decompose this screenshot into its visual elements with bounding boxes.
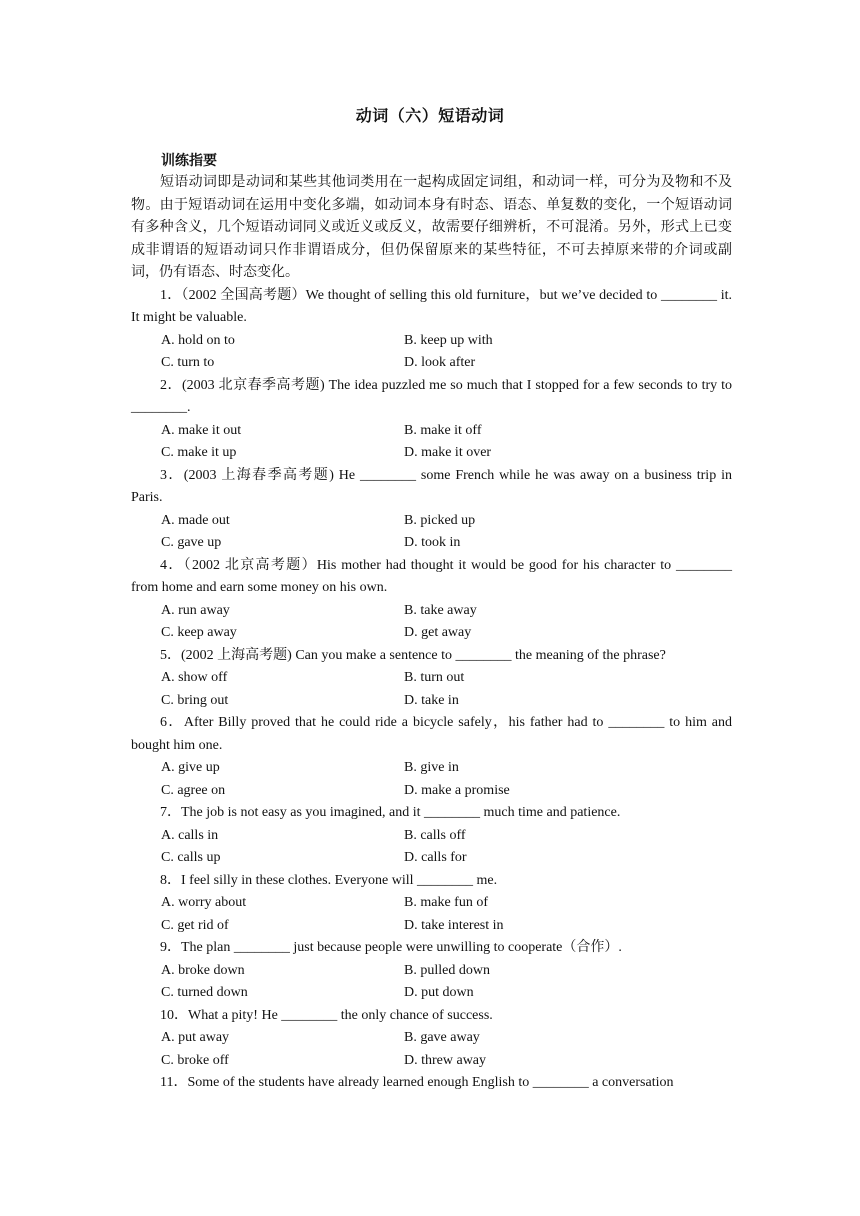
section-heading: 训练指要 — [161, 154, 217, 169]
answer-option: B. turn out — [404, 670, 465, 685]
question-stem: 8．I feel silly in these clothes. Everyone will ________ me. — [160, 872, 498, 888]
answer-option: A. show off — [161, 670, 228, 685]
option-grid — [131, 757, 732, 802]
question-stem: 10．What a pity! He ________ the only chance of success. — [160, 1007, 493, 1023]
answer-option: C. keep away — [161, 625, 237, 640]
option-grid — [131, 892, 732, 937]
answer-option: C. turned down — [161, 985, 248, 1000]
answer-option: C. broke off — [161, 1052, 229, 1068]
answer-option: A. worry about — [161, 895, 247, 910]
answer-option: C. bring out — [161, 692, 229, 708]
option-grid — [131, 667, 732, 712]
answer-option: D. take interest in — [404, 917, 504, 933]
question-stem: 1．（2002 全国高考题）We thought of selling this old furniture，but we’ve decided to ________ it. It might be valuable. — [131, 287, 732, 325]
answer-option: A. calls in — [161, 827, 219, 843]
answer-option: A. broke down — [161, 962, 245, 978]
option-grid — [131, 510, 732, 555]
answer-option: A. made out — [161, 512, 230, 528]
answer-option: D. look after — [404, 355, 476, 370]
answer-option: D. calls for — [404, 850, 467, 865]
answer-option: D. take in — [404, 692, 459, 708]
question-item — [131, 1005, 732, 1073]
question-item — [131, 465, 732, 555]
question-list — [131, 285, 732, 1095]
answer-option: C. make it up — [161, 445, 237, 460]
intro-paragraph: 短语动词即是动词和某些其他词类用在一起构成固定词组，和动词一样，可分为及物和不及物。由于短语动词在运用中变化多端，如动词本身有时态、语态、单复数的变化，一个短语动词有多种含义，几个短语动词同义或近义或反义，故需要仔细辨析，不可混淆。另外，形式上已变成非谓语的短语动词只作非谓语成分，但仍保留原来的某些特征，不可去掉原来带的介词或副词，仍有语态、时态变化。 — [131, 175, 732, 280]
answer-option: A. run away — [161, 602, 230, 618]
answer-option: B. give in — [404, 760, 459, 775]
question-stem: 11．Some of the students have already learned enough English to ________ a conversation — [160, 1075, 674, 1090]
question-stem: 6．After Billy proved that he could ride a bicycle safely，his father had to ________ to him and bought him one. — [131, 715, 732, 753]
option-grid — [131, 330, 732, 375]
answer-option: B. take away — [404, 602, 477, 618]
option-grid — [131, 960, 732, 1005]
question-item — [131, 285, 732, 375]
question-item — [131, 870, 732, 938]
option-grid — [131, 825, 732, 870]
document-body — [131, 172, 732, 1095]
answer-option: B. make fun of — [404, 895, 488, 910]
page-title: 动词（六）短语动词 — [355, 108, 505, 125]
question-stem: 7．The job is not easy as you imagined, and it ________ much time and patience. — [160, 805, 621, 820]
answer-option: D. put down — [404, 985, 474, 1000]
question-stem: 2．(2003 北京春季高考题) The idea puzzled me so much that I stopped for a few seconds to try to ________. — [131, 377, 732, 415]
answer-option: B. make it off — [404, 422, 482, 438]
option-grid — [131, 600, 732, 645]
question-stem: 5．(2002 上海高考题) Can you make a sentence to ________ the meaning of the phrase? — [160, 647, 666, 663]
answer-option: B. keep up with — [404, 332, 493, 348]
answer-option: A. hold on to — [161, 332, 235, 348]
question-stem: 4．（2002 北京高考题）His mother had thought it would be good for his character to ________ from home and earn some money on his own. — [131, 557, 732, 595]
question-item — [131, 937, 732, 1005]
question-item — [131, 555, 732, 645]
answer-option: C. turn to — [161, 355, 215, 370]
answer-option: B. calls off — [404, 827, 466, 843]
answer-option: C. calls up — [161, 850, 221, 865]
question-item — [131, 645, 732, 713]
answer-option: B. picked up — [404, 512, 476, 528]
answer-option: A. put away — [161, 1030, 230, 1045]
answer-option: A. make it out — [161, 422, 242, 438]
question-item — [131, 1072, 732, 1095]
question-item — [131, 802, 732, 870]
option-grid — [131, 1027, 732, 1072]
answer-option: B. gave away — [404, 1030, 480, 1045]
answer-option: D. make a promise — [404, 782, 510, 798]
question-item — [131, 375, 732, 465]
answer-option: C. get rid of — [161, 917, 229, 933]
question-stem: 9．The plan ________ just because people were unwilling to cooperate（合作）. — [160, 940, 622, 955]
answer-option: D. make it over — [404, 445, 492, 460]
answer-option: D. took in — [404, 535, 461, 550]
answer-option: D. get away — [404, 625, 472, 640]
question-item — [131, 712, 732, 802]
option-grid — [131, 420, 732, 465]
answer-option: A. give up — [161, 760, 220, 775]
answer-option: D. threw away — [404, 1052, 487, 1068]
answer-option: C. gave up — [161, 535, 222, 550]
answer-option: C. agree on — [161, 782, 226, 798]
question-stem: 3．(2003 上海春季高考题) He ________ some French while he was away on a business trip in Paris. — [131, 467, 732, 505]
answer-option: B. pulled down — [404, 962, 490, 978]
